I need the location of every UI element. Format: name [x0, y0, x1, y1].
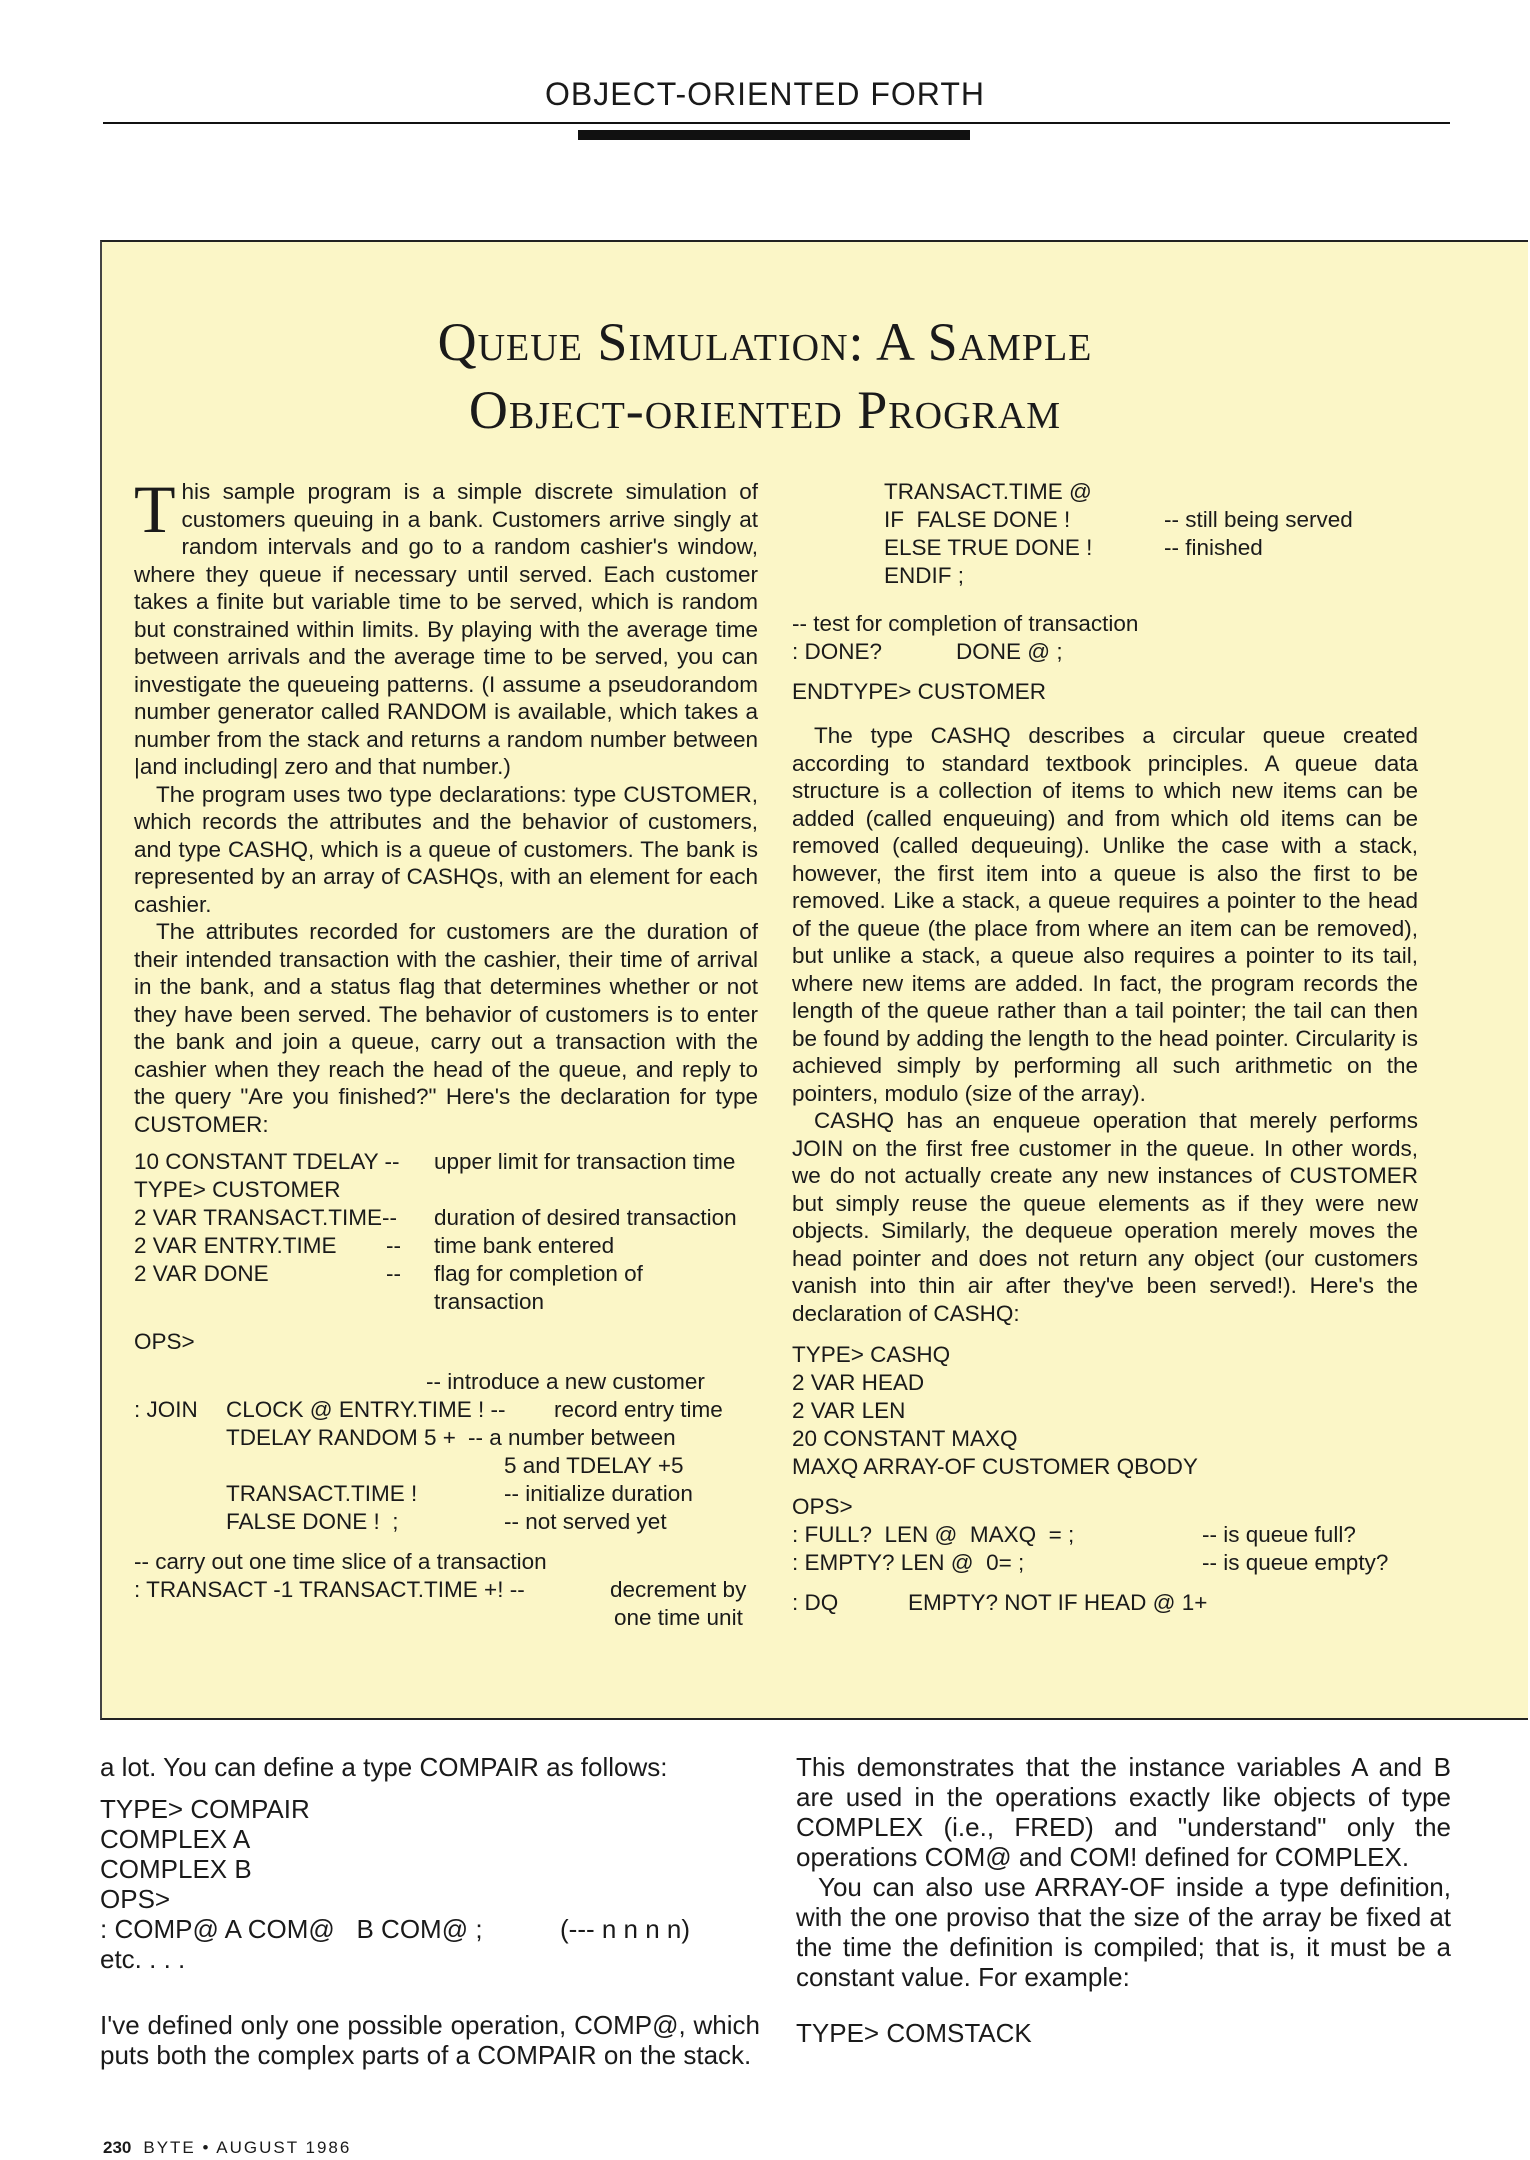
code-comment: record entry time [554, 1397, 723, 1422]
code-line: : TRANSACT -1 TRANSACT.TIME +! -- [134, 1577, 525, 1602]
code-comment: one time unit [614, 1605, 743, 1630]
code-line: ENDTYPE> CUSTOMER [792, 679, 1047, 704]
code-dashes: -- [386, 1233, 401, 1258]
code-line: : COMP@ A COM@ B COM@ ; [100, 1914, 483, 1944]
code-line: DONE @ ; [956, 639, 1063, 664]
code-line: CLOCK @ ENTRY.TIME ! -- [226, 1397, 506, 1422]
code-line: 2 VAR TRANSACT.TIME-- [134, 1205, 397, 1230]
code-dashes: -- [386, 1261, 401, 1286]
code-line: 2 VAR LEN [792, 1398, 906, 1423]
paragraph [134, 471, 758, 781]
code-comment: upper limit for transaction time [434, 1149, 736, 1174]
code-line: EMPTY? NOT IF HEAD @ 1+ [908, 1590, 1208, 1615]
code-line: ENDIF ; [884, 563, 965, 588]
code-line: COMPLEX A [100, 1824, 251, 1854]
code-block-compair [100, 1794, 760, 1998]
code-line: : DQ [792, 1590, 839, 1615]
code-line: 20 CONSTANT MAXQ [792, 1426, 1018, 1451]
running-head: OBJECT-ORIENTED FORTH [545, 76, 985, 112]
code-line: MAXQ ARRAY-OF CUSTOMER QBODY [792, 1454, 1198, 1479]
code-comment: -- is queue full? [1202, 1522, 1356, 1547]
sidebar-right-column [792, 478, 1418, 1641]
sidebar-left-column [134, 471, 758, 1648]
title-line-2: Object-oriented Program [468, 380, 1062, 440]
code-line: : DONE? [792, 639, 883, 664]
code-comment: -- introduce a new customer [426, 1369, 705, 1394]
paragraph: CASHQ has an enqueue operation that merely performs JOIN on the first free customer in the queue. In other words, we do not actually create any new instances of CUSTOMER but simply reuse the queue elements as if they were new objects. Similarly, the dequeue operation merely moves the head pointer and does not return any object (our customers vanish into thin air after they've been served!). Here's the declaration of CASHQ: [792, 1108, 1418, 1326]
sidebar-title [0, 308, 1530, 444]
paragraph: The type CASHQ describes a circular queue created according to standard textbook principles. A queue data structure is a collection of items to which new items can be added (called enqueuing) and from which old items can be removed (called dequeuing). Unlike the case with a stack, however, the first item into a queue is also the first to be removed. Like a stack, a queue requires a pointer to the head of the queue (the place from where an item can be removed), but unlike a stack, a queue also requires a pointer to its tail, where new items are added. In fact, the program records the length of the queue rather than a tail pointer; the tail can then be found by adding the length to the head pointer. Circularity is achieved simply by performing all such arithmetic on the pointers, modulo (size of the array). [792, 723, 1418, 1106]
code-comment: -- still being served [1164, 507, 1353, 532]
code-line: TYPE> COMSTACK [796, 2018, 1032, 2048]
paragraph: The attributes recorded for customers are the duration of their intended transaction with the cashier, their time of arrival in the bank, and a status flag that determines whether or not they have been served. The behavior of customers is to enter the bank and join a queue, carry out a transaction with the cashier when they reach the head of the queue, and reply to the query "Are you finished?" Here's the declaration for type CUSTOMER: [134, 919, 758, 1137]
code-line: : FULL? LEN @ MAXQ = ; [792, 1522, 1075, 1547]
code-comment: time bank entered [434, 1233, 615, 1258]
code-line: TYPE> COMPAIR [100, 1794, 310, 1824]
code-comment: -- not served yet [504, 1509, 667, 1534]
code-line: : JOIN [134, 1397, 198, 1422]
code-comment: duration of desired transaction [434, 1205, 737, 1230]
paragraph: The program uses two type declarations: type CUSTOMER, which records the attributes and the behavior of customers, and type CASHQ, which is a queue of customers. The bank is represented by an array of CASHQs, with an element for each cashier. [134, 781, 758, 917]
code-line: TDELAY RANDOM 5 + [226, 1425, 456, 1450]
code-comment: -- initialize duration [504, 1481, 693, 1506]
code-line: FALSE DONE ! ; [226, 1509, 399, 1534]
page-footer [103, 2138, 351, 2158]
code-comment: -- test for completion of transaction [792, 611, 1139, 636]
code-line: ELSE TRUE DONE ! [884, 535, 1093, 560]
code-comment: transaction [434, 1289, 545, 1314]
code-comment: -- is queue empty? [1202, 1550, 1389, 1575]
code-line: : EMPTY? LEN @ 0= ; [792, 1550, 1025, 1575]
code-comment: -- finished [1164, 535, 1263, 560]
code-comment: (--- n n n n) [560, 1914, 691, 1944]
code-line: TYPE> CASHQ [792, 1342, 951, 1367]
code-line: TRANSACT.TIME @ [884, 479, 1092, 504]
code-line: COMPLEX B [100, 1854, 252, 1884]
code-comment: flag for completion of [434, 1261, 643, 1286]
drop-cap: T [134, 471, 176, 547]
header-bar [578, 130, 970, 140]
code-comment: 5 and TDELAY +5 [504, 1453, 684, 1478]
code-comment: -- carry out one time slice of a transaction [134, 1549, 547, 1574]
footer-source: BYTE • AUGUST 1986 [143, 2138, 352, 2157]
code-comment: decrement by [610, 1577, 747, 1602]
paragraph: This demonstrates that the instance variables A and B are used in the operations exactly like objects of type COMPLEX (i.e., FRED) and "understand" only the operations COM@ and COM! defined for COMPLEX. [796, 1752, 1451, 1872]
paragraph: You can also use ARRAY-OF inside a type definition, with the one proviso that the size of the array be fixed at the time the definition is compiled; that is, it must be a constant value. For example: [796, 1872, 1451, 1992]
title-line-1: Queue Simulation: A Sample [437, 312, 1093, 372]
code-line: TYPE> CUSTOMER [134, 1177, 341, 1202]
paragraph: a lot. You can define a type COMPAIR as follows: [100, 1752, 668, 1782]
code-block-customer-cont [792, 478, 1418, 708]
code-line: 2 VAR HEAD [792, 1370, 925, 1395]
code-comment: -- a number between [468, 1425, 676, 1450]
code-line: OPS> [100, 1884, 171, 1914]
paragraph: I've defined only one possible operation, COMP@, which puts both the complex parts of a COMPAIR on the stack. [100, 2010, 760, 2070]
page-number: 230 [103, 2138, 132, 2157]
paragraph-text: his sample program is a simple discrete simulation of customers queuing in a bank. Customers arrive singly at random intervals and go to a random cashier's window, where they queue if necessary until served. Each customer takes a finite but variable time to be served, which is random but constrained within limits. By playing with the average time between arrivals and the average time to be served, you can investigate the queueing patterns. (I assume a pseudorandom number generator called RANDOM is available, which takes a number from the stack and returns a random number between |and including| zero and that number.) [134, 479, 758, 779]
code-line: TRANSACT.TIME ! [226, 1481, 418, 1506]
code-line: 2 VAR ENTRY.TIME [134, 1233, 337, 1258]
code-line: etc. . . . [100, 1944, 186, 1974]
body-right-column [796, 1752, 1451, 2058]
code-line: OPS> [134, 1329, 195, 1354]
code-block-customer [134, 1148, 758, 1648]
code-line: IF FALSE DONE ! [884, 507, 1071, 532]
body-left-column [100, 1752, 760, 2070]
code-line: 2 VAR DONE [134, 1261, 269, 1286]
header-rule [103, 122, 1450, 124]
code-block-cashq [792, 1341, 1418, 1641]
code-line: 10 CONSTANT TDELAY -- [134, 1149, 400, 1174]
code-line: OPS> [792, 1494, 853, 1519]
code-block-comstack [796, 2018, 1451, 2058]
